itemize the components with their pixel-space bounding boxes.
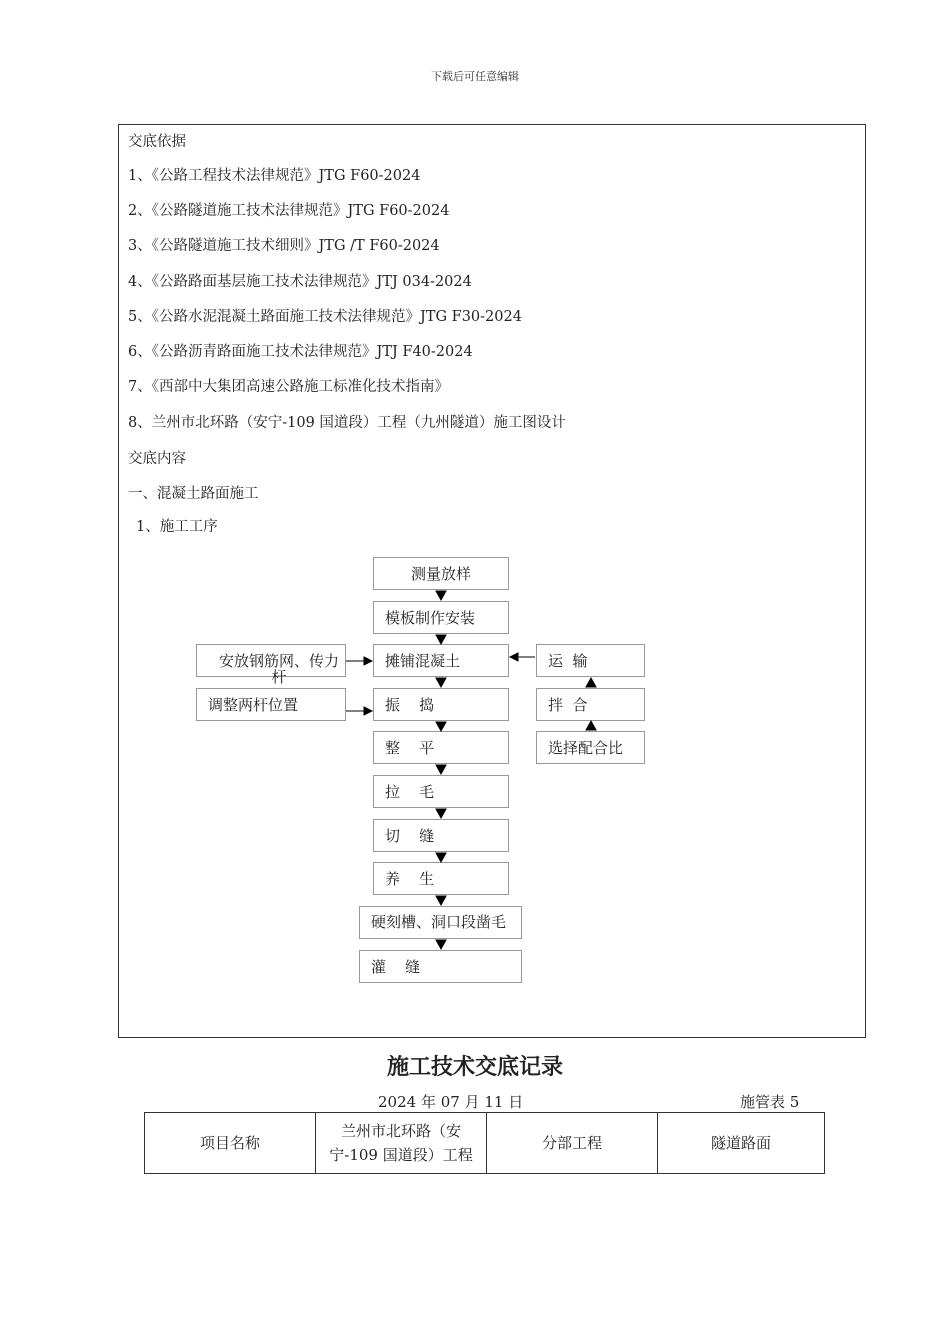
basis-item: 8、兰州市北环路（安宁-109 国道段）工程（九州隧道）施工图设计 [128,415,566,431]
basis-item: 3、《公路隧道施工技术细则》JTG /T F60-2024 [128,238,440,254]
form-number: 施管表 5 [740,1093,800,1111]
flow-step-texturing: 拉 毛 [373,775,509,808]
arrow-down [436,809,446,818]
arrow-down [436,591,446,600]
basis-item: 1、《公路工程技术法律规范》JTG F60-2024 [128,168,421,184]
flow-step-vibrating: 振 捣 [373,688,509,721]
flow-side-mixing: 拌 合 [536,688,645,721]
flow-step-joint-cutting: 切 缝 [373,819,509,852]
arrow-down [436,722,446,731]
arrow-right [364,707,372,715]
record-info-table [144,1112,825,1174]
basis-heading: 交底依据 [128,134,186,150]
division-label: 分部工程 [487,1113,658,1174]
flow-step-grooving: 硬刻槽、洞口段凿毛 [359,906,522,939]
basis-item: 4、《公路路面基层施工技术法律规范》JTJ 034-2024 [128,274,472,290]
flow-side-transport: 运 输 [536,644,645,677]
arrow-down [436,678,446,687]
basis-item: 7、《西部中大集团高速公路施工标准化技术指南》 [128,379,449,395]
basis-item: 6、《公路沥青路面施工技术法律规范》JTJ F40-2024 [128,344,473,360]
record-date: 2024 年 07 月 11 日 [378,1093,524,1111]
subsection-heading: 1、施工工序 [136,519,218,535]
flow-step-joint-filling: 灌 缝 [359,950,522,983]
flow-side-rebar: 安放钢筋网、传力杆 [196,644,346,677]
arrow-down [436,896,446,905]
arrow-down [436,940,446,949]
flow-step-leveling: 整 平 [373,731,509,764]
project-label: 项目名称 [145,1113,316,1174]
section-heading: 一、混凝土路面施工 [128,486,259,502]
record-title: 施工技术交底记录 [386,1055,563,1080]
arrow-up [586,678,596,687]
basis-item: 2、《公路隧道施工技术法律规范》JTG F60-2024 [128,203,450,219]
division-value: 隧道路面 [658,1113,825,1174]
flow-side-adjust-bars: 调整两杆位置 [196,688,346,721]
flow-step-formwork: 模板制作安装 [373,601,509,634]
arrow-down [436,765,446,774]
flow-step-curing: 养 生 [373,862,509,895]
arrow-right [364,657,372,665]
arrow-left [510,653,518,661]
header-note: 下载后可任意编辑 [431,70,519,83]
arrow-up [586,721,596,730]
table-row [145,1113,825,1174]
flow-step-survey: 测量放样 [373,557,509,590]
project-value: 兰州市北环路（安宁-109 国道段）工程 [316,1113,487,1174]
arrow-down [436,853,446,862]
arrow-down [436,635,446,644]
flow-side-mix-design: 选择配合比 [536,731,645,764]
content-heading: 交底内容 [128,451,186,467]
basis-item: 5、《公路水泥混凝土路面施工技术法律规范》JTG F30-2024 [128,309,522,325]
flow-step-paving: 摊铺混凝土 [373,644,509,677]
